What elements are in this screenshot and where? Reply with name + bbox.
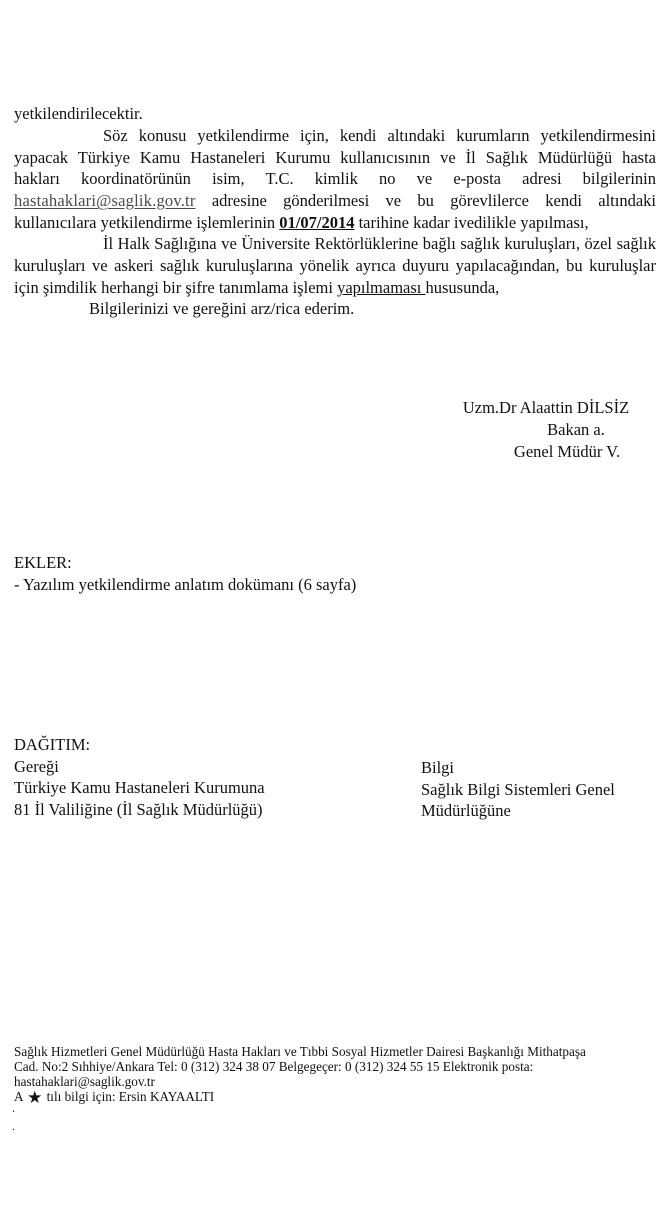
email-line [14,191,656,211]
distribution-recipient: 81 İl Valiliğine (İl Sağlık Müdürlüğü) [14,799,263,819]
distribution-action-label: Gereği [14,756,59,776]
footer-dot: . [12,1119,15,1133]
distribution-recipient: Türkiye Kamu Hastaneleri Kurumuna [14,778,265,797]
no-password-before: için şimdilik herhangi bir şifre tanımlama işlemi [14,278,338,297]
distribution-info-label: Bilgi [421,758,455,777]
footer-dot: . [12,1101,15,1115]
deadline-date: 01/07/2014 [279,213,355,232]
body-line-1: yetkilendirilecektir. [14,104,143,123]
no-password-after: hususunda, [425,278,500,297]
distribution-info-recipient: Sağlık Bilgi Sistemleri Genel [421,779,615,799]
deadline-after: tarihine kadar ivedilikle yapılması, [354,213,589,232]
deadline-before: kullanıcılara yetkilendirme işlemlerinin [14,213,280,232]
body-line-3: yapacak Türkiye Kamu Hastaneleri Kurumu kullanıcısının ve İl Sağlık Müdürlüğü hasta [14,148,656,167]
email-link[interactable]: hastahaklari@saglik.gov.tr [14,191,196,210]
footer-email: hastahaklari@saglik.gov.tr [14,1074,155,1089]
signature-name: Uzm.Dr Alaattin DİLSİZ [462,398,630,417]
distribution-heading: DAĞITIM: [14,735,91,754]
footer-contact [14,1088,215,1107]
closing-line: Bilgilerinizi ve gereğini arz/rica ederim. [89,299,355,318]
paragraph2-line-1: İl Halk Sağlığına ve Üniversite Rektörlüklerine bağlı sağlık kuruluşları, özel sağlık [103,234,656,253]
footer-address-line-1: Sağlık Hizmetleri Genel Müdürlüğü Hasta Hakları ve Tıbbi Sosyal Hizmetler Dairesi Başkanlığı Mithatpaşa [14,1044,586,1059]
distribution-action [14,734,265,820]
signature-block [440,397,652,463]
distribution-info-recipient: Müdürlüğüne [421,801,511,820]
distribution-info [421,757,615,822]
no-password-line [14,278,499,298]
no-password-emphasis: yapılmaması [337,278,426,297]
signature-on-behalf: Bakan a. [547,420,605,439]
body-line-2: Söz konusu yetkilendirme için, kendi altındaki kurumların yetkilendirmesini [103,126,656,145]
paragraph2-line-2: kuruluşları ve askeri sağlık kuruluşlarına yönelik ayrıca duyuru yapılacağından, bu kuruluşlar [14,256,656,275]
attachment-item: - Yazılım yetkilendirme anlatım dokümanı (6 sayfa) [14,574,357,594]
star-icon: ★ [27,1088,43,1107]
footer-contact-rest: tılı bilgi için: Ersin KAYAALTI [46,1089,215,1104]
attachments-heading: EKLER: [14,553,72,572]
email-line-rest: adresine gönderilmesi ve bu görevlilerce kendi altındaki [195,191,656,210]
attachments-section [14,552,356,595]
signature-title: Genel Müdür V. [513,442,621,461]
body-line-4: hakları koordinatörünün isim, T.C. kimlik no ve e-posta adresi bilgilerinin [14,169,656,188]
footer-contact-prefix: A [14,1089,23,1104]
deadline-line [14,213,589,233]
footer-address-line-2: Cad. No:2 Sıhhiye/Ankara Tel: 0 (312) 324 38 07 Belgegeçer: 0 (312) 324 55 15 Elektronik posta: [14,1059,534,1074]
